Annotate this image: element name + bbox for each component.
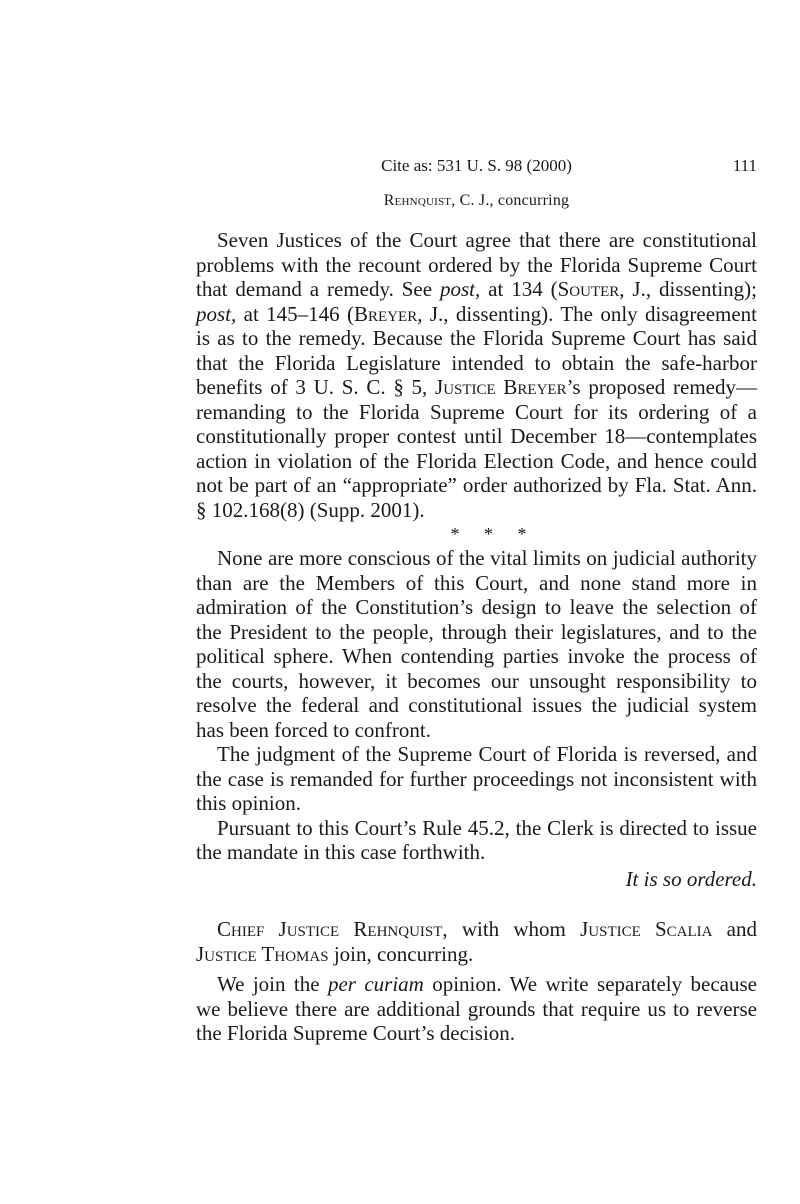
justice-name: Justice Breyer [435, 375, 567, 399]
text-run: at 145–146 ( [236, 301, 355, 326]
justice-name: Justice Scalia [580, 917, 713, 941]
text-run: , J., dissenting). The only disagreement is as to the remedy. Because the Florida Supreme Court has said that the Florida Legislature intended to obtain the safe-harbor benefits of 3 U. S. C. § 5, [196, 301, 757, 399]
italic-post: post, [439, 277, 481, 301]
text-run: join, concurring. [328, 941, 474, 966]
text-run: Seven Justices of the Court agree that there are constitutional problems with the recount ordered by the Florida Supreme Court that demand a remedy. See [196, 228, 757, 301]
paragraph-judicial-authority: None are more conscious of the vital limits on judicial authority than are the Members of this Court, and none stand more in admiration of the Constitution’s design to leave the selection of the President to the people, through their legislatures, and to the political sphere. When contending parties invoke the process of the courts, however, it becomes our unsought responsibility to resolve the federal and constitutional issues the judicial system has been forced to confront. [196, 546, 757, 742]
justice-name: Souter [557, 277, 620, 301]
section-separator: * * * [450, 524, 527, 544]
text-run: ’s proposed remedy—remanding to the Florida Supreme Court for its ordering of a constitutionally proper contest until December 18—contemplates action in violation of the Florida Election Code, and hence could not be part of an “appropriate” order authorized by Fla. Stat. Ann. § 102.168(8) (Supp. 2001). [196, 375, 757, 522]
justice-name: Breyer [354, 301, 418, 326]
text-run: , J., dissenting); [619, 277, 758, 301]
paragraph-judgment: The judgment of the Supreme Court of Florida is reversed, and the case is remanded for further proceedings not inconsistent with this opinion. [196, 742, 757, 815]
opinion-type: , C. J., concurring [451, 192, 570, 209]
page-number: 111 [732, 156, 757, 175]
justice-name: Chief Justice Rehnquist [217, 917, 443, 941]
italic-post: post, [196, 301, 237, 326]
text-run: We join the [217, 972, 328, 996]
paragraph-mandate: Pursuant to this Court’s Rule 45.2, the Clerk is directed to issue the mandate in this case forthwith. [196, 815, 757, 864]
running-head [196, 156, 757, 184]
text-run: and [712, 917, 758, 941]
so-ordered-line: It is so ordered. [625, 866, 757, 891]
opinion-label [196, 192, 757, 210]
text-run: , with whom [442, 917, 581, 941]
paragraph-remedy [196, 228, 757, 522]
italic-per-curiam: per curiam [327, 972, 424, 996]
text-run: at 134 ( [480, 277, 558, 301]
justice-name: Justice Thomas [196, 941, 329, 966]
paragraph-concurrence-intro [196, 972, 757, 1046]
spacer [196, 891, 757, 917]
concurrence-heading [196, 917, 757, 966]
document-page [196, 156, 757, 1046]
citation-header: Cite as: 531 U. S. 98 (2000) [381, 156, 572, 175]
opinion-author: Rehnquist [383, 192, 452, 209]
text-run: opinion. We write separately because we believe there are additional grounds that require us to reverse the Florida Supreme Court’s decision. [196, 972, 757, 1045]
